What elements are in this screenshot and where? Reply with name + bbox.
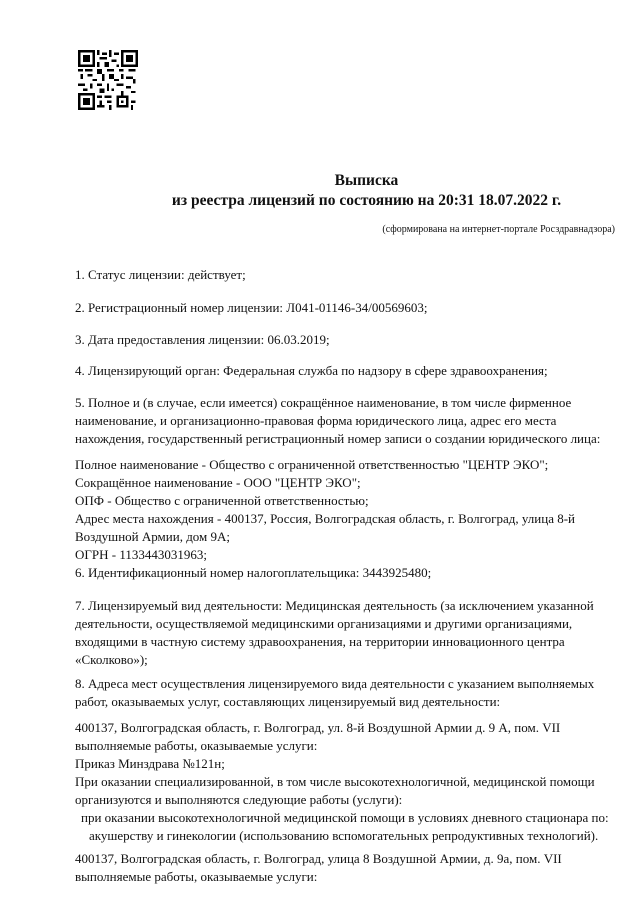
item-7-line: деятельности, осуществляемой медицинскими организациями и другими организациями, <box>75 616 573 631</box>
service-category: при оказании высокотехнологичной медицинской помощи в условиях дневного стационара по: <box>81 810 609 825</box>
document-title: Выписка <box>334 172 399 189</box>
org-ogrn: ОГРН - 1133443031963; <box>75 547 207 562</box>
taxpayer-id: 6. Идентификационный номер налогоплательщика: 3443925480; <box>75 565 432 580</box>
org-address-cont: Воздушной Армии, дом 9А; <box>75 529 231 544</box>
address-line: 400137, Волгоградская область, г. Волгоград, улица 8 Воздушной Армии, д. 9а, пом. VII <box>75 851 562 866</box>
source-note: (сформирована на интернет-портале Росздравнадзора) <box>382 224 615 235</box>
services-intro-cont: организуются и выполняются следующие работы (услуги): <box>75 792 403 807</box>
item-5-line: нахождения, государственный регистрационный номер записи о создании юридического лица: <box>75 431 601 446</box>
license-status: 1. Статус лицензии: действует; <box>75 267 246 282</box>
item-8-heading <box>75 675 615 711</box>
item-7-line: входящими в частную систему здравоохранения, на территории инновационного центра <box>75 634 565 649</box>
item-5-line: 5. Полное и (в случае, если имеется) сокращённое наименование, в том числе фирменное <box>75 395 572 410</box>
item-8-line: работ, оказываемых услуг, составляющих лицензируемый вид деятельности: <box>75 694 501 709</box>
document-subtitle: из реестра лицензий по состоянию на 20:31 18.07.2022 г. <box>171 192 562 209</box>
item-7-line: «Сколково»); <box>75 652 148 667</box>
org-legal-form: ОПФ - Общество с ограниченной ответственностью; <box>75 493 369 508</box>
services-label: выполняемые работы, оказываемые услуги: <box>75 869 318 884</box>
org-short-name: Сокращённое наименование - ООО "ЦЕНТР ЭКО"; <box>75 475 361 490</box>
order-reference: Приказ Минздрава №121н; <box>75 756 225 771</box>
item-8-line: 8. Адреса мест осуществления лицензируемого вида деятельности с указанием выполняемых <box>75 676 595 691</box>
services-label: выполняемые работы, оказываемые услуги: <box>75 738 318 753</box>
services-intro: При оказании специализированной, в том числе высокотехнологичной, медицинской помощи <box>75 774 595 789</box>
item-7-line: 7. Лицензируемый вид деятельности: Медицинская деятельность (за исключением указанной <box>75 598 594 613</box>
organization-details <box>75 456 615 564</box>
service-item: акушерству и гинекологии (использованию вспомогательных репродуктивных технологий). <box>89 828 599 843</box>
activity-address-2 <box>75 850 615 886</box>
activity-address-1 <box>75 719 615 845</box>
item-5-line: наименование, и организационно-правовая форма юридического лица, адрес его места <box>75 413 557 428</box>
item-7-activity <box>75 597 615 669</box>
item-5-heading <box>75 394 615 448</box>
qr-code-icon <box>78 50 138 110</box>
license-reg-number: 2. Регистрационный номер лицензии: Л041-01146-34/00569603; <box>75 300 428 315</box>
license-issue-date: 3. Дата предоставления лицензии: 06.03.2019; <box>75 332 330 347</box>
org-address: Адрес места нахождения - 400137, Россия, Волгоградская область, г. Волгоград, улица 8-й <box>75 511 576 526</box>
licensing-authority: 4. Лицензирующий орган: Федеральная служба по надзору в сфере здравоохранения; <box>75 363 548 378</box>
org-full-name: Полное наименование - Общество с ограниченной ответственностью "ЦЕНТР ЭКО"; <box>75 457 549 472</box>
address-line: 400137, Волгоградская область, г. Волгоград, ул. 8-й Воздушной Армии д. 9 А, пом. VII <box>75 720 561 735</box>
